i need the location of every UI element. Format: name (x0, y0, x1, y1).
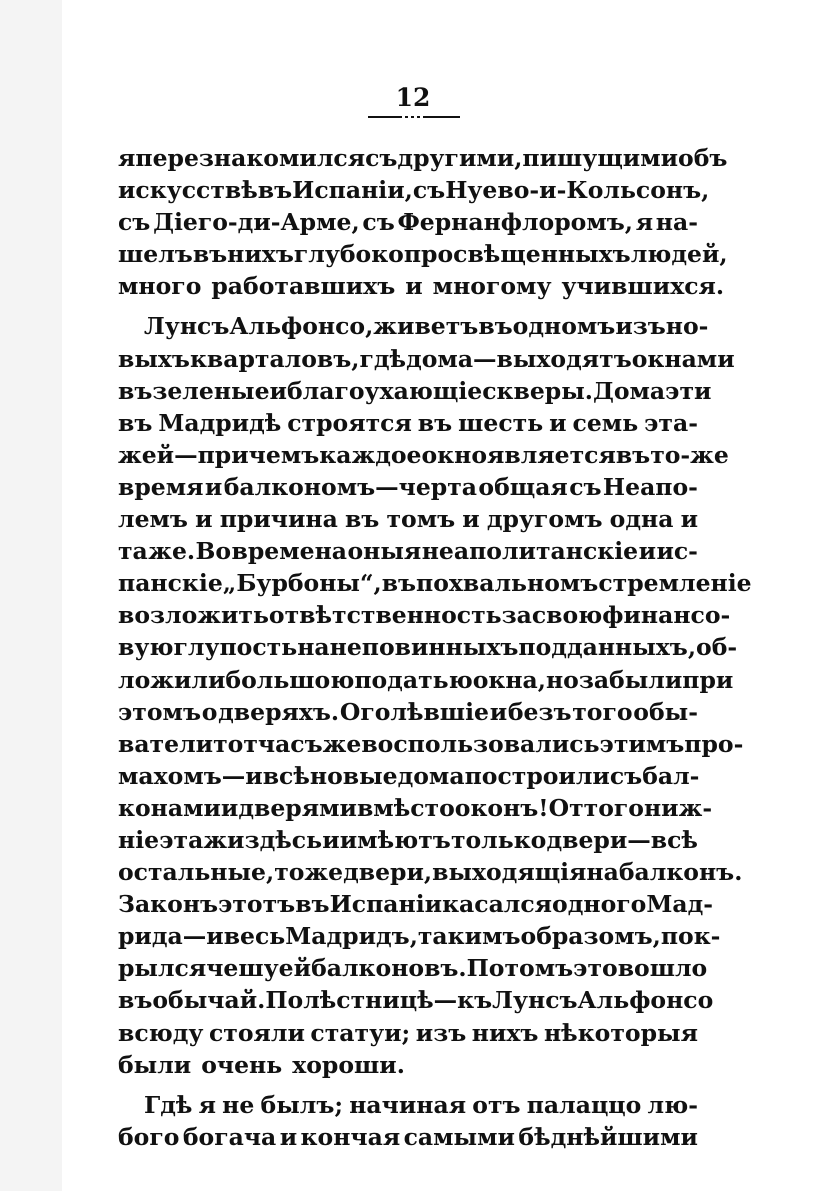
text-line: остальные, тоже двери, выходящiя на балконъ. (118, 858, 743, 887)
text-line: Гдѣ я не былъ; начиная отъ палаццо лю- (144, 1090, 698, 1119)
text-line: этомъ о дверяхъ. Оголѣвшiе и безъ того обы- (118, 697, 698, 726)
text-line: ватели тотчасъ же воспользовались этимъ про- (118, 729, 744, 758)
text-line: въ обычай. По лѣстницѣ—къ Лунсъ Альфонсо (118, 986, 714, 1015)
text-line: Законъ этотъ въ Испанiи касался одного Мад- (118, 890, 713, 919)
text-line: рида—и весь Мадридъ, такимъ образомъ, пок- (118, 922, 721, 951)
text-line: возложить отвѣтственность за свою финансо- (118, 601, 731, 630)
text-line: махомъ—и всѣ новые дома построили съ бал- (118, 761, 700, 790)
scan-margin (0, 0, 62, 1191)
text-line: время и балкономъ—черта общая съ Неапо- (118, 472, 698, 501)
text-line: Лунсъ Альфонсо, живетъ въ одномъ изъ но- (144, 312, 709, 341)
text-line: въ зеленые и благоухающiе скверы. Дома эти (118, 376, 712, 405)
text-line: бого богача и кончая самыми бѣднѣйшими (118, 1122, 698, 1151)
text-line: панскiе „Бурбоны“, въ похвальномъ стремленiе (118, 569, 752, 598)
text-line: всюду стояли статуи; изъ нихъ нѣкоторыя (118, 1018, 698, 1047)
text-line: вую глупость на неповинныхъ подданныхъ, об- (118, 633, 738, 662)
text-line: выхъ кварталовъ, гдѣ дома—выходятъ окнами (118, 344, 735, 373)
text-line: жей—причемъ каждое окно является въ то-же (118, 440, 729, 469)
text-line: та же. Во времена оныя неаполитанскiе и ис- (118, 537, 698, 566)
text-line: я перезнакомился съ другими, пишущими объ (118, 144, 728, 172)
text-line: ложили большою податью окна, но забыли при (118, 665, 734, 694)
header-rule (368, 116, 460, 118)
text-line: искусствѣ въ Испанiи, съ Нуево-и-Кольсонъ, (118, 176, 710, 205)
text-line: были очень хороши. (118, 1050, 405, 1079)
paragraph (118, 142, 728, 302)
paragraph (118, 1089, 698, 1153)
book-page (118, 80, 752, 1161)
text-line: шелъ въ нихъ глубоко просвѣщенныхъ людей, (118, 240, 728, 269)
text-line: лемъ и причина въ томъ и другомъ одна и (118, 505, 698, 534)
text-body (118, 142, 752, 1153)
text-line: много работавшихъ и многому учившихся. (118, 272, 725, 301)
text-line: нiе этажи здѣсь и имѣютъ только двери—всѣ (118, 825, 698, 854)
paragraph (118, 310, 752, 1080)
text-line: съ Дiего-ди-Арме, съ Фернанфлоромъ, я на- (118, 208, 698, 237)
text-line: въ Мадридѣ строятся въ шесть и семь эта- (118, 408, 698, 437)
page-number: 12 (395, 83, 431, 112)
text-line: рылся чешуей балконовъ. Потомъ это вошло (118, 954, 708, 983)
text-line: конами и дверями вмѣсто оконъ! Оттого ниж- (118, 793, 713, 822)
